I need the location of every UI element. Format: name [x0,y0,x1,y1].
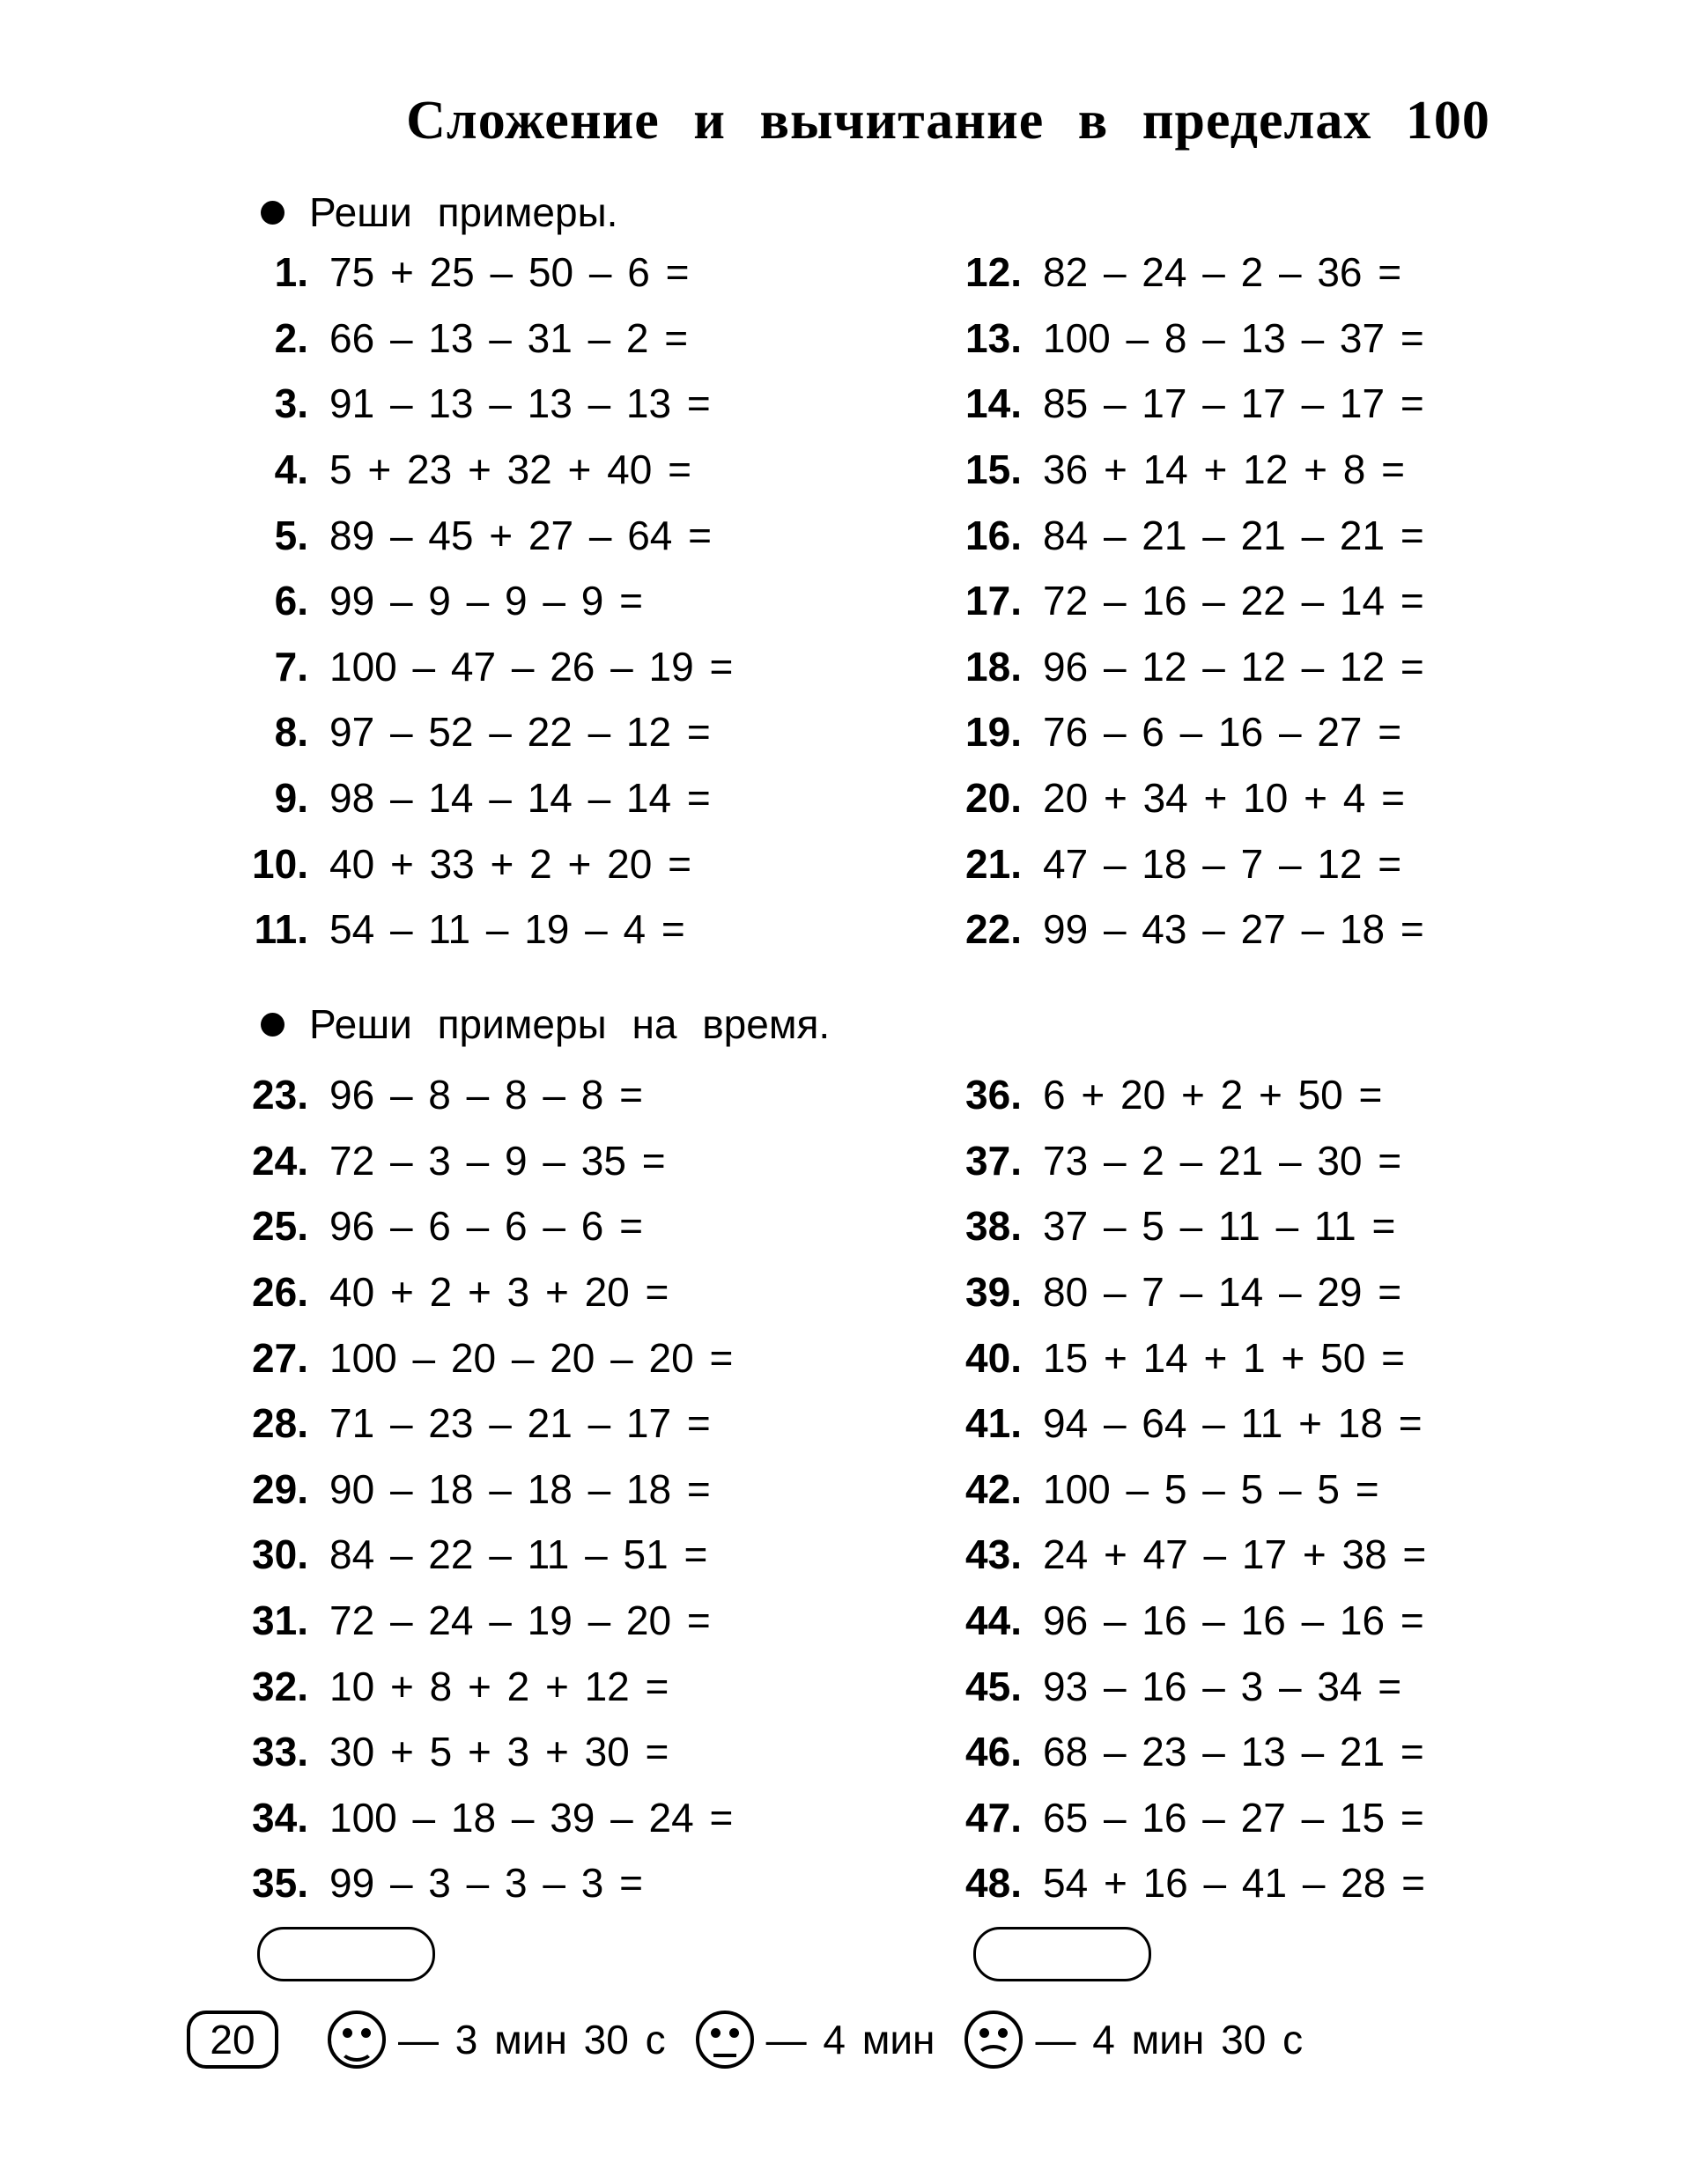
problem-expression: 96 – 12 – 12 – 12 = [1043,643,1424,690]
problem-number: 46. [965,1729,1022,1775]
problem-number: 12. [965,249,1022,296]
problem-number: 20. [965,775,1022,822]
problem-number: 47. [965,1794,1022,1841]
problem-expression: 30 + 5 + 3 + 30 = [329,1729,669,1775]
problem-expression: 82 – 24 – 2 – 36 = [1043,249,1402,296]
problem-row [916,1588,1426,1654]
problem-number: 2. [274,314,308,361]
problem-row [203,1259,733,1325]
problem-expression: 5 + 23 + 32 + 40 = [329,446,691,493]
problems-column [203,1062,733,1916]
problem-row [916,1259,1426,1325]
problem-row [916,634,1424,700]
problem-row [916,1850,1426,1916]
problem-expression: 20 + 34 + 10 + 4 = [1043,775,1405,822]
problem-expression: 100 – 18 – 39 – 24 = [329,1794,734,1841]
problem-expression: 96 – 16 – 16 – 16 = [1043,1597,1424,1644]
problem-expression: 40 + 33 + 2 + 20 = [329,840,691,887]
problem-number: 43. [965,1531,1022,1578]
problem-expression: 54 – 11 – 19 – 4 = [329,906,685,953]
problem-expression: 40 + 2 + 3 + 20 = [329,1269,669,1316]
problem-number: 34. [252,1794,308,1841]
problem-expression: 65 – 16 – 27 – 15 = [1043,1794,1424,1841]
page-number-badge: 20 [187,2011,278,2069]
problem-row [916,896,1424,963]
problem-expression: 71 – 23 – 21 – 17 = [329,1400,711,1447]
problem-number: 22. [965,906,1022,953]
problem-row [203,896,733,963]
problem-row [203,830,733,896]
problem-row [203,240,733,306]
problem-row [916,1062,1426,1128]
problem-expression: 100 – 8 – 13 – 37 = [1043,314,1424,361]
problem-number: 42. [965,1465,1022,1512]
legend-label: — 4 мин [765,2017,935,2062]
problem-number: 33. [252,1729,308,1775]
page-title: Сложение и вычитание в пределах 100 [406,91,1490,151]
problem-row [916,1193,1426,1259]
problem-row [916,568,1424,634]
problem-number: 11. [254,906,308,953]
problem-expression: 47 – 18 – 7 – 12 = [1043,840,1402,887]
problem-number: 31. [252,1597,308,1644]
legend-item-neutral [696,2011,935,2069]
problem-row [203,1193,733,1259]
section-header-solve [261,189,618,235]
problem-expression: 80 – 7 – 14 – 29 = [1043,1269,1402,1316]
problem-expression: 100 – 5 – 5 – 5 = [1043,1465,1379,1512]
problem-expression: 85 – 17 – 17 – 17 = [1043,380,1424,427]
problem-expression: 84 – 22 – 11 – 51 = [329,1531,708,1578]
problem-expression: 54 + 16 – 41 – 28 = [1043,1860,1426,1907]
problem-number: 39. [965,1269,1022,1316]
problem-expression: 100 – 47 – 26 – 19 = [329,643,734,690]
problem-number: 29. [252,1465,308,1512]
problem-number: 9. [274,775,308,822]
problem-expression: 24 + 47 – 17 + 38 = [1043,1531,1427,1578]
problem-number: 27. [252,1334,308,1381]
problems-column [916,1062,1426,1916]
problem-number: 21. [965,840,1022,887]
problem-number: 15. [965,446,1022,493]
problem-expression: 96 – 8 – 8 – 8 = [329,1072,643,1118]
problem-row [203,1062,733,1128]
problem-number: 4. [274,446,308,493]
problem-expression: 68 – 23 – 13 – 21 = [1043,1729,1424,1775]
problem-row [203,1785,733,1851]
problem-number: 28. [252,1400,308,1447]
section-header-label: Реши примеры на время. [309,1001,831,1047]
problem-number: 19. [965,709,1022,756]
problem-expression: 99 – 43 – 27 – 18 = [1043,906,1424,953]
problem-row [203,1128,733,1194]
problem-expression: 98 – 14 – 14 – 14 = [329,775,711,822]
problem-expression: 10 + 8 + 2 + 12 = [329,1663,669,1709]
problem-expression: 72 – 3 – 9 – 35 = [329,1137,666,1184]
time-answer-box [973,1927,1151,1981]
problem-row [916,240,1424,306]
problem-expression: 72 – 24 – 19 – 20 = [329,1597,711,1644]
problem-number: 37. [965,1137,1022,1184]
problem-row [916,830,1424,896]
problem-row [203,1588,733,1654]
problem-expression: 6 + 20 + 2 + 50 = [1043,1072,1383,1118]
problem-row [916,1128,1426,1194]
problem-number: 17. [965,578,1022,624]
problem-expression: 94 – 64 – 11 + 18 = [1043,1400,1423,1447]
problem-expression: 37 – 5 – 11 – 11 = [1043,1203,1396,1250]
problem-row [203,765,733,831]
problem-number: 40. [965,1334,1022,1381]
problems-column [916,240,1424,963]
bullet-icon [261,1013,285,1037]
problem-row [203,1324,733,1391]
bullet-icon [261,201,285,225]
problem-row [916,1785,1426,1851]
problem-number: 10. [252,840,308,887]
problem-number: 24. [252,1137,308,1184]
problem-row [916,371,1424,437]
problem-expression: 36 + 14 + 12 + 8 = [1043,446,1405,493]
problem-row [916,437,1424,503]
problem-row [916,1324,1426,1391]
problem-number: 25. [252,1203,308,1250]
problem-number: 35. [252,1860,308,1907]
legend-item-sad [964,2011,1303,2069]
problem-expression: 100 – 20 – 20 – 20 = [329,1334,734,1381]
section-header-timed [261,1001,831,1047]
problem-number: 6. [274,578,308,624]
problem-number: 36. [965,1072,1022,1118]
problem-number: 41. [965,1400,1022,1447]
problem-number: 45. [965,1663,1022,1709]
problem-row [916,502,1424,568]
problem-row [203,1391,733,1457]
problem-number: 44. [965,1597,1022,1644]
problem-expression: 97 – 52 – 22 – 12 = [329,709,711,756]
problem-expression: 15 + 14 + 1 + 50 = [1043,1334,1405,1381]
problem-row [203,437,733,503]
problem-number: 5. [274,512,308,558]
problem-row [203,1850,733,1916]
problem-number: 7. [274,643,308,690]
problem-expression: 76 – 6 – 16 – 27 = [1043,709,1402,756]
smiley-neutral-icon [696,2011,754,2069]
smiley-sad-icon [964,2011,1023,2069]
problem-row [203,634,733,700]
problem-number: 18. [965,643,1022,690]
problem-number: 30. [252,1531,308,1578]
problem-row [916,765,1424,831]
problem-row [916,1391,1426,1457]
problem-row [203,699,733,765]
problem-number: 14. [965,380,1022,427]
problem-row [916,1719,1426,1785]
problem-row [203,1522,733,1588]
problem-number: 26. [252,1269,308,1316]
problem-expression: 84 – 21 – 21 – 21 = [1043,512,1424,558]
problem-row [203,1457,733,1523]
problem-number: 23. [252,1072,308,1118]
footer [187,2008,1333,2071]
problem-expression: 72 – 16 – 22 – 14 = [1043,578,1424,624]
problem-number: 3. [274,380,308,427]
legend-label: — 3 мин 30 с [398,2017,666,2062]
problem-row [203,1719,733,1785]
problem-row [916,1522,1426,1588]
section-header-label: Реши примеры. [309,189,618,235]
problems-column [203,240,733,963]
problem-expression: 75 + 25 – 50 – 6 = [329,249,690,296]
problem-expression: 90 – 18 – 18 – 18 = [329,1465,711,1512]
problem-number: 32. [252,1663,308,1709]
smiley-happy-icon [328,2011,386,2069]
problem-row [203,568,733,634]
problem-number: 48. [965,1860,1022,1907]
problem-row [916,1653,1426,1719]
problem-expression: 93 – 16 – 3 – 34 = [1043,1663,1402,1709]
problem-number: 8. [274,709,308,756]
problem-row [916,699,1424,765]
problem-expression: 99 – 9 – 9 – 9 = [329,578,643,624]
legend-item-happy [328,2011,666,2069]
problem-row [203,502,733,568]
problem-row [916,1457,1426,1523]
problem-row [203,371,733,437]
problem-number: 38. [965,1203,1022,1250]
problem-number: 16. [965,512,1022,558]
problem-number: 13. [965,314,1022,361]
legend-label: — 4 мин 30 с [1035,2017,1304,2062]
problem-row [203,1653,733,1719]
problem-row [203,306,733,372]
problem-expression: 73 – 2 – 21 – 30 = [1043,1137,1402,1184]
problem-number: 1. [274,249,308,296]
problem-expression: 89 – 45 + 27 – 64 = [329,512,713,558]
problem-row [916,306,1424,372]
problem-expression: 91 – 13 – 13 – 13 = [329,380,711,427]
problem-expression: 99 – 3 – 3 – 3 = [329,1860,643,1907]
time-answer-box [257,1927,435,1981]
problem-expression: 66 – 13 – 31 – 2 = [329,314,689,361]
problem-expression: 96 – 6 – 6 – 6 = [329,1203,643,1250]
